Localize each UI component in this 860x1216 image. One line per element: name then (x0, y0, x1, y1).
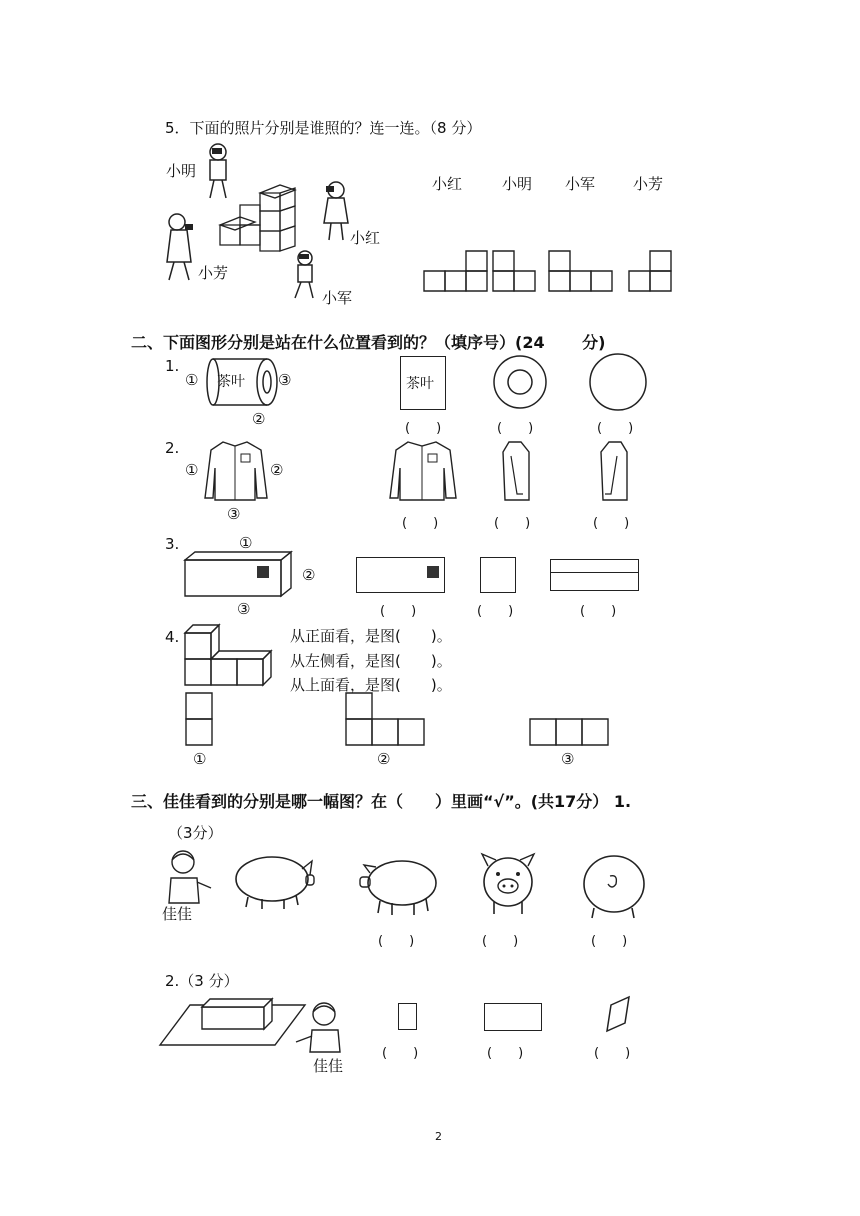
pig-view-side (358, 855, 443, 917)
s2-p4-line3: 从上面看，是图( )。 (290, 676, 452, 694)
block-label-1: ① (193, 750, 207, 768)
box-view-side (480, 557, 516, 593)
jiajia-label-1: 佳佳 (162, 905, 193, 923)
s2-p3-mark3: ③ (237, 600, 251, 618)
s2-p2-mark1: ① (185, 461, 199, 479)
tea-can-label: 茶叶 (217, 374, 245, 390)
s2-p3-blank3[interactable]: ( ) (580, 604, 617, 619)
box-label-mark (427, 566, 439, 578)
s3-p1-blank1[interactable]: ( ) (378, 934, 415, 949)
s2-p2-blank3[interactable]: ( ) (593, 516, 630, 531)
photo-label-4: 小芳 (633, 175, 664, 193)
s3-p2-blank2[interactable]: ( ) (487, 1046, 524, 1061)
s3-p1-points: （3分） (168, 824, 223, 842)
s2-p1-mark1: ① (185, 371, 199, 389)
s2-p4-num: 4. (165, 628, 180, 646)
s2-p3-mark1: ① (239, 534, 253, 552)
jiajia-label-2: 佳佳 (313, 1057, 344, 1075)
s3-p1-blank3[interactable]: ( ) (591, 934, 628, 949)
s2-p2-mark3: ③ (227, 505, 241, 523)
box-view-wide (484, 1003, 542, 1031)
jiajia-figure-1 (163, 848, 218, 908)
photo-view-4 (629, 251, 679, 293)
photo-label-2: 小明 (502, 175, 533, 193)
label-xiaofang: 小芳 (198, 264, 229, 282)
photo-label-1: 小红 (432, 175, 463, 193)
box-view-front (356, 557, 445, 593)
s2-p3-mark2: ② (302, 566, 316, 584)
q5-title: 5．下面的照片分别是谁照的？连一连。（8 分） (165, 119, 482, 137)
box-view-top (550, 559, 639, 591)
shirt-view-side-left (497, 438, 533, 504)
s2-p1-mark2: ② (252, 410, 266, 428)
pig-view-front (478, 852, 542, 918)
kid-xiaojun-figure (287, 248, 323, 306)
s2-p1-blank1[interactable]: ( ) (405, 421, 442, 436)
s2-p1-num: 1. (165, 357, 180, 375)
block-label-3: ③ (561, 750, 575, 768)
pig-view-back (580, 852, 650, 920)
view-front-tea-label: 茶叶 (406, 376, 434, 392)
block-label-2: ② (377, 750, 391, 768)
s2-p3-num: 3. (165, 535, 180, 553)
s2-p2-num: 2. (165, 439, 180, 457)
s3-p2-blank1[interactable]: ( ) (382, 1046, 419, 1061)
block-view-2 (346, 693, 428, 747)
section3-title: 三、佳佳看到的分别是哪一幅图？在（ ）里画“√”。(共17分） 1. (131, 792, 632, 811)
photo-view-3 (549, 251, 619, 293)
shirt-view-front (388, 438, 458, 504)
box-on-plane (160, 995, 305, 1047)
s3-p1-blank2[interactable]: ( ) (482, 934, 519, 949)
s2-p2-blank2[interactable]: ( ) (494, 516, 531, 531)
kid-xiaofang-figure (163, 210, 203, 285)
block-view-3 (530, 719, 612, 747)
section2-title: 二、下面图形分别是站在什么位置看到的？（填序号）(24 分) (131, 333, 606, 352)
s2-p3-blank1[interactable]: ( ) (380, 604, 417, 619)
page-number: 2 (435, 1130, 442, 1143)
view-circle (590, 356, 650, 416)
box-view-slanted (607, 997, 633, 1033)
s2-p1-blank2[interactable]: ( ) (497, 421, 534, 436)
jiajia-figure-2 (292, 1000, 347, 1060)
box-view-top-line (551, 572, 638, 573)
photo-view-2 (493, 251, 543, 293)
s2-p3-blank2[interactable]: ( ) (477, 604, 514, 619)
block-view-1 (186, 693, 216, 747)
s3-p2-title: 2.（3 分） (165, 972, 239, 990)
s2-p2-blank1[interactable]: ( ) (402, 516, 439, 531)
shirt-view-side-right (597, 438, 633, 504)
label-xiaohong: 小红 (350, 229, 381, 247)
box-view-narrow (398, 1003, 417, 1030)
photo-view-1 (424, 251, 494, 293)
label-xiaojun: 小军 (322, 289, 353, 307)
s2-p4-line1: 从正面看，是图( )。 (290, 627, 452, 645)
pig-side-view (230, 851, 320, 911)
box-3d (185, 552, 305, 598)
photo-label-3: 小军 (565, 175, 596, 193)
s2-p4-line2: 从左侧看，是图( )。 (290, 652, 452, 670)
shirt-front-view (203, 438, 269, 504)
s2-p2-mark2: ② (270, 461, 284, 479)
view-side-ring (492, 356, 552, 416)
block-stack-3d (185, 625, 277, 689)
s3-p2-blank3[interactable]: ( ) (594, 1046, 631, 1061)
label-xiaoming: 小明 (166, 162, 197, 180)
s2-p1-blank3[interactable]: ( ) (597, 421, 634, 436)
s2-p1-mark3: ③ (278, 371, 292, 389)
